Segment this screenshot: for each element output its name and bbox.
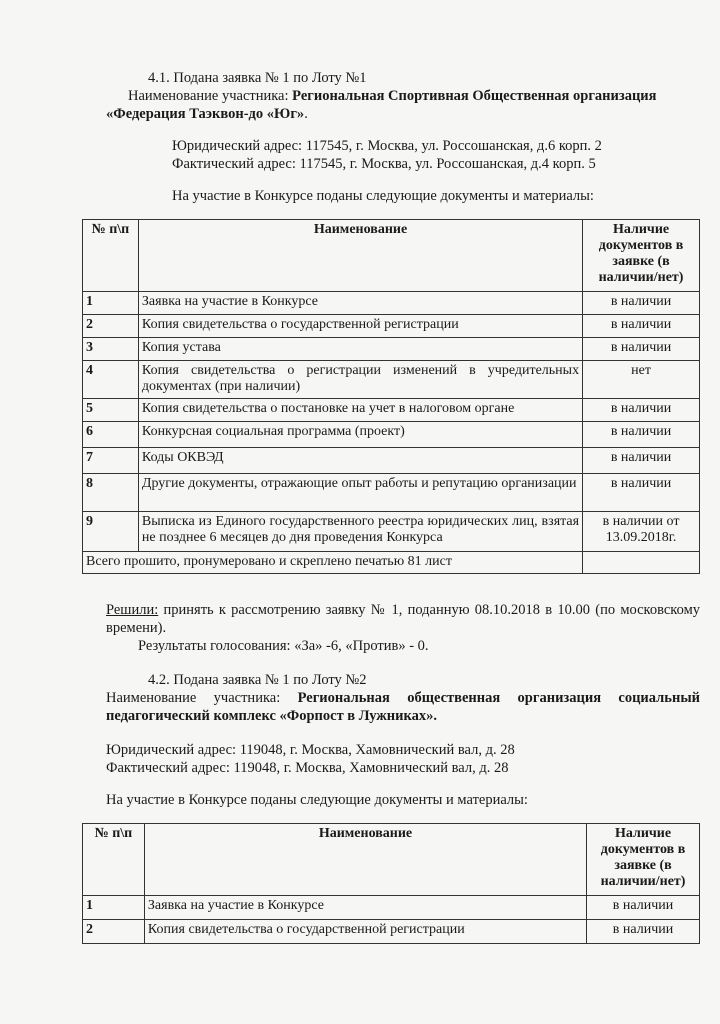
row-status: в наличии bbox=[583, 422, 700, 448]
vote-results: Результаты голосования: «За» -6, «Против» - 0. bbox=[138, 638, 429, 654]
row-status: в наличии bbox=[587, 920, 700, 944]
legal-address-2: Юридический адрес: 119048, г. Москва, Хамовнический вал, д. 28 bbox=[106, 742, 515, 758]
row-name: Заявка на участие в Конкурсе bbox=[144, 896, 586, 920]
decision-text: принять к рассмотрению заявку № 1, поданную 08.10.2018 в 10.00 (по московскому времени). bbox=[106, 602, 701, 636]
participant-name-part1: Региональная Спортивная Общественная организация bbox=[292, 88, 657, 104]
row-name: Заявка на участие в Конкурсе bbox=[138, 292, 582, 315]
header-name: Наименование bbox=[138, 220, 582, 292]
table-row bbox=[83, 361, 700, 399]
table-footer-text: Всего прошито, пронумеровано и скреплено печатью 81 лист bbox=[83, 552, 583, 574]
row-num: 8 bbox=[83, 474, 139, 512]
row-status: в наличии bbox=[583, 338, 700, 361]
table-row bbox=[83, 474, 700, 512]
legal-address-1: Юридический адрес: 117545, г. Москва, ул. Россошанская, д.6 корп. 2 bbox=[172, 138, 602, 154]
row-name: Другие документы, отражающие опыт работы и репутацию организации bbox=[138, 474, 582, 512]
docs-intro-2: На участие в Конкурсе поданы следующие документы и материалы: bbox=[106, 792, 528, 808]
row-num: 2 bbox=[83, 920, 145, 944]
section-heading-4-2: 4.2. Подана заявка № 1 по Лоту №2 bbox=[148, 672, 367, 688]
header-status: Наличие документов в заявке (в наличии/нет) bbox=[583, 220, 700, 292]
table-row bbox=[83, 448, 700, 474]
participant-line-1 bbox=[128, 87, 657, 105]
header-name: Наименование bbox=[144, 824, 586, 896]
row-name: Копия свидетельства о постановке на учет в налоговом органе bbox=[138, 399, 582, 422]
row-name: Конкурсная социальная программа (проект) bbox=[138, 422, 582, 448]
row-status: в наличии bbox=[583, 292, 700, 315]
row-name: Коды ОКВЭД bbox=[138, 448, 582, 474]
header-num: № п\п bbox=[83, 824, 145, 896]
header-num: № п\п bbox=[83, 220, 139, 292]
participant-name-part2: «Федерация Таэквон-до «Юг». bbox=[106, 106, 308, 122]
actual-address-2: Фактический адрес: 119048, г. Москва, Хамовнический вал, д. 28 bbox=[106, 760, 509, 776]
participant-name-2: Региональная общественная организация социальный педагогический комплекс «Форпост в Лужниках». bbox=[106, 690, 701, 724]
row-name: Выписка из Единого государственного реестра юридических лиц, взятая не позднее 6 месяцев до дня проведения Конкурса bbox=[138, 512, 582, 552]
row-num: 1 bbox=[83, 292, 139, 315]
decision-label: Решили: bbox=[106, 602, 159, 618]
table-row bbox=[83, 315, 700, 338]
table-row bbox=[83, 920, 700, 944]
table-header-row bbox=[83, 824, 700, 896]
row-status: в наличии bbox=[583, 448, 700, 474]
table-footer-empty bbox=[583, 552, 700, 574]
row-num: 9 bbox=[83, 512, 139, 552]
row-name: Копия свидетельства о государственной регистрации bbox=[138, 315, 582, 338]
documents-table-2 bbox=[82, 823, 700, 944]
row-num: 7 bbox=[83, 448, 139, 474]
participant-paragraph-2 bbox=[106, 689, 700, 725]
row-num: 4 bbox=[83, 361, 139, 399]
header-status: Наличие документов в заявке (в наличии/нет) bbox=[587, 824, 700, 896]
table-row bbox=[83, 399, 700, 422]
row-num: 6 bbox=[83, 422, 139, 448]
row-status: нет bbox=[583, 361, 700, 399]
row-status: в наличии bbox=[583, 399, 700, 422]
section-heading-4-1: 4.1. Подана заявка № 1 по Лоту №1 bbox=[148, 70, 367, 86]
table-header-row bbox=[83, 220, 700, 292]
row-status: в наличии bbox=[583, 315, 700, 338]
row-num: 5 bbox=[83, 399, 139, 422]
row-name: Копия свидетельства о регистрации изменений в учредительных документах (при наличии) bbox=[138, 361, 582, 399]
table-row bbox=[83, 292, 700, 315]
row-status: в наличии bbox=[587, 896, 700, 920]
decision-paragraph bbox=[106, 601, 700, 637]
row-num: 1 bbox=[83, 896, 145, 920]
table-row bbox=[83, 422, 700, 448]
row-name: Копия свидетельства о государственной регистрации bbox=[144, 920, 586, 944]
row-status: в наличии bbox=[583, 474, 700, 512]
participant-label: Наименование участника: bbox=[128, 88, 289, 104]
docs-intro-1: На участие в Конкурсе поданы следующие документы и материалы: bbox=[172, 188, 594, 204]
row-num: 2 bbox=[83, 315, 139, 338]
row-status: в наличии от 13.09.2018г. bbox=[583, 512, 700, 552]
documents-table-1 bbox=[82, 219, 700, 574]
participant-label-2: Наименование участника: bbox=[106, 690, 281, 706]
table-footer-row bbox=[83, 552, 700, 574]
row-num: 3 bbox=[83, 338, 139, 361]
actual-address-1: Фактический адрес: 117545, г. Москва, ул. Россошанская, д.4 корп. 5 bbox=[172, 156, 596, 172]
table-row bbox=[83, 512, 700, 552]
row-name: Копия устава bbox=[138, 338, 582, 361]
table-row bbox=[83, 338, 700, 361]
table-row bbox=[83, 896, 700, 920]
